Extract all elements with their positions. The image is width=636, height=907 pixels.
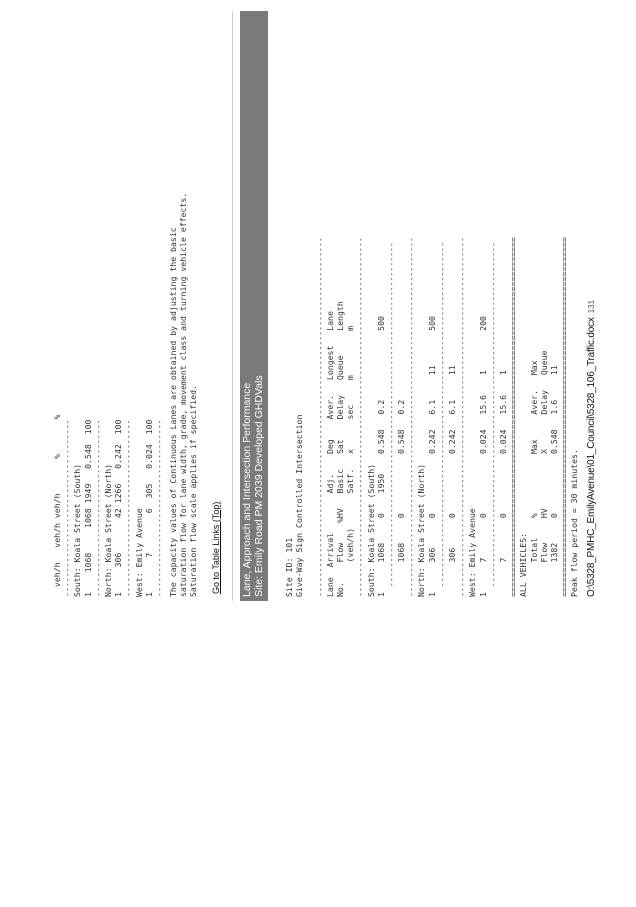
report-line: Total % Max Aver. Max xyxy=(528,360,539,597)
report-line: ------------------------------------------------------------------------- xyxy=(355,237,366,597)
report-line: ------------------------------------ xyxy=(123,419,134,597)
footer-filename: O:\5328_PMHC_EmilyAvenue\01_Council\5328_106_Traffic.docx xyxy=(586,317,597,597)
report-line: ------------------------------------ xyxy=(62,419,73,597)
report-line: 1 1068 0 1950 0.548 0.2 500 xyxy=(375,316,386,597)
page-footer xyxy=(586,300,597,597)
report-line: ========================================================================= xyxy=(508,237,519,597)
report-line: ------------------------------------------------------------------------- xyxy=(406,237,417,597)
report-line: 1068 0 0.548 0.2 xyxy=(396,399,407,597)
report-line: ---------------------------------------------------------------------- xyxy=(487,242,498,597)
report-line: 1 306 0 0.242 6.1 11 500 xyxy=(426,316,437,597)
report-line: ------------------------------------------------------------------------- xyxy=(314,237,325,597)
report-line: West: Emily Avenue xyxy=(467,508,478,597)
report-line: West: Emily Avenue xyxy=(133,508,144,597)
report-line: Site ID: 101 xyxy=(284,537,294,597)
note-line: The capacity values of Continuous Lanes are obtained by adjusting the basic xyxy=(168,227,178,597)
report-line: 306 0 0.242 6.1 11 xyxy=(447,365,457,597)
note-line: saturation flow for lane width, grade, movement class and turning vehicle effects. xyxy=(178,192,189,597)
report-line: 7 0 0.024 15.6 1 xyxy=(497,370,508,597)
report-line: South: Koala Street (South) xyxy=(365,463,376,597)
report-line xyxy=(304,237,314,597)
report-line: veh/h veh/h veh/h % % xyxy=(52,414,62,597)
report-line: 1 1068 1068 1949 0.548 100 xyxy=(82,419,93,597)
capacity-note xyxy=(168,193,199,597)
report-line: 1 7 6 305 0.024 100 xyxy=(143,419,154,597)
go-to-table-links-link[interactable]: Go to Table Links (Top) xyxy=(211,501,221,594)
banner-site: Site: Emily Road PM 2039 Developed GHDVals xyxy=(253,375,265,597)
report-line: 1382 0 0.548 1.6 11 xyxy=(548,365,559,597)
page-number: 131 xyxy=(587,299,596,314)
report-line: 1 306 42 1266 0.242 100 xyxy=(113,419,124,597)
report-line: ---------------------------------------------------------------------- xyxy=(436,242,447,597)
banner-title: Lane, Approach and Intersection Performance xyxy=(241,382,253,597)
report-line: ------------------------------------ xyxy=(153,419,164,597)
section-banner xyxy=(240,11,268,601)
report-line: North: Koala Street (North) xyxy=(416,463,427,597)
capacity-table-fragment xyxy=(52,415,164,597)
note-line: Saturation flow scale applies if specified. xyxy=(188,385,199,597)
report-line: Give-Way Sign Controlled Intersection xyxy=(294,414,305,597)
report-line: ALL VEHICLES: xyxy=(518,532,529,597)
report-line: No. Flow %HV Basic Sat Delay Queue Length xyxy=(334,301,345,597)
report-line: ------------------------------------------------------------------------- xyxy=(457,237,468,597)
report-line: Lane Arrival Adj. Deg Aver. Longest Lane xyxy=(324,311,335,597)
report-line: ========================================================================= xyxy=(559,237,570,597)
report-line: (veh/h) Satf. x sec m m xyxy=(345,325,356,597)
report-line: ---------------------------------------------------------------------- xyxy=(385,242,396,597)
report-line: Peak flow period = 30 minutes. xyxy=(569,449,580,597)
report-line: 1 7 0 0.024 15.6 1 200 xyxy=(477,316,488,597)
lane-performance-table xyxy=(284,237,579,597)
report-line: Flow HV X Delay Queue xyxy=(538,350,549,597)
report-line: North: Koala Street (North) xyxy=(102,463,113,597)
section-divider xyxy=(232,11,233,601)
report-line: ------------------------------------ xyxy=(92,419,103,597)
report-line: South: Koala Street (South) xyxy=(72,463,83,597)
